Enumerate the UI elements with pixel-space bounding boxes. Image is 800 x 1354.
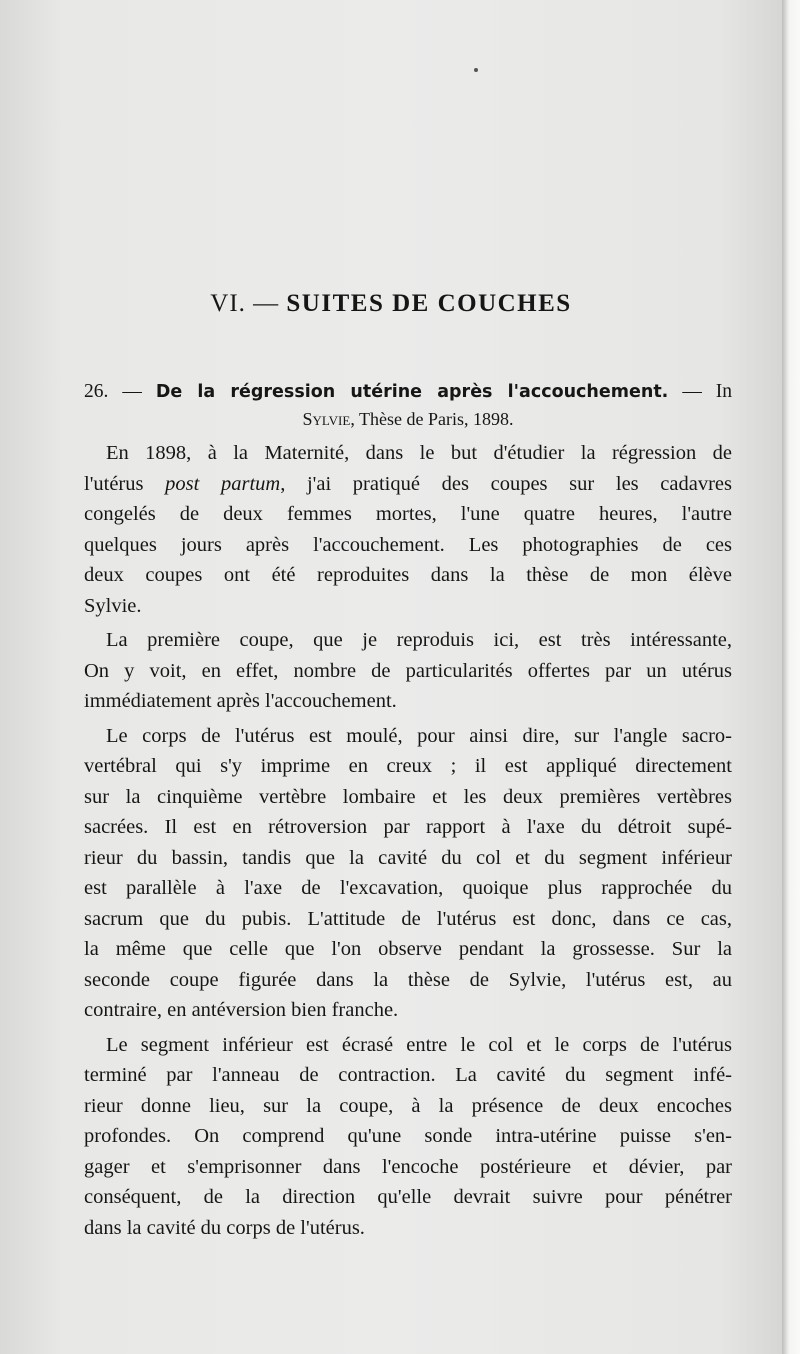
- text-line: seconde coupe figurée dans la thèse de Sylvie, l'utérus est, au: [84, 968, 732, 991]
- text-line: est parallèle à l'axe de l'excavation, quoique plus rapprochée du: [84, 877, 732, 899]
- paragraph: [84, 1030, 732, 1244]
- reference-title: De la régression utérine après l'accouchement.: [155, 382, 669, 402]
- text-line: rieur du bassin, tandis que la cavité du col et du segment inférieur: [84, 846, 732, 869]
- reference-source: , Thèse de Paris, 1898.: [350, 409, 514, 429]
- chapter-title: SUITES DE COUCHES: [286, 290, 572, 317]
- page-edge: [782, 0, 800, 1354]
- text-line: la même que celle que l'on observe pendant la grossesse. Sur la: [84, 938, 732, 960]
- reference-number: 26. —: [84, 381, 142, 402]
- text-line: Sylvie.: [84, 594, 142, 617]
- chapter-number: VI. —: [210, 290, 280, 317]
- text-line: conséquent, de la direction qu'elle devrait suivre pour pénétrer: [84, 1186, 732, 1208]
- paragraph: [84, 625, 732, 717]
- text-line: dans la cavité du corps de l'utérus.: [84, 1216, 365, 1239]
- ink-speck: [474, 68, 478, 72]
- text-line: contraire, en antéversion bien franche.: [84, 999, 399, 1021]
- bibliographic-reference: [84, 378, 732, 433]
- body-text: [84, 438, 732, 1247]
- text-line: congelés de deux femmes mortes, l'une quatre heures, l'autre: [84, 503, 732, 525]
- paragraph: [84, 721, 732, 1026]
- text-line: Le corps de l'utérus est moulé, pour ainsi dire, sur l'angle sacro-: [106, 724, 732, 747]
- text-line: vertébral qui s'y imprime en creux ; il est appliqué directement: [84, 755, 732, 777]
- text-line: En 1898, à la Maternité, dans le but d'étudier la régression de: [106, 442, 732, 464]
- text-line: La première coupe, que je reproduis ici, est très intéressante,: [106, 629, 732, 651]
- text-line: quelques jours après l'accouchement. Les photographies de ces: [84, 533, 732, 556]
- text-line: gager et s'emprisonner dans l'encoche postérieure et dévier, par: [84, 1155, 732, 1178]
- text-line: terminé par l'anneau de contraction. La cavité du segment infé-: [84, 1064, 732, 1086]
- reference-in: — In: [682, 381, 733, 402]
- text-line: profondes. On comprend qu'une sonde intra-utérine puisse s'en-: [84, 1125, 732, 1147]
- reference-author: Sylvie: [302, 409, 351, 429]
- text-line: immédiatement après l'accouchement.: [84, 690, 397, 712]
- text-line: Le segment inférieur est écrasé entre le col et le corps de l'utérus: [106, 1033, 732, 1056]
- text-line: deux coupes ont été reproduites dans la thèse de mon élève: [84, 564, 732, 586]
- text-line: sacrum que du pubis. L'attitude de l'utérus est donc, dans ce cas,: [84, 907, 732, 930]
- section-heading: [0, 290, 782, 318]
- text-line: sacrées. Il est en rétroversion par rapport à l'axe du détroit supé-: [84, 816, 732, 838]
- paragraph: [84, 438, 732, 621]
- text-line: sur la cinquième vertèbre lombaire et les deux premières vertèbres: [84, 785, 732, 808]
- text-line: On y voit, en effet, nombre de particularités offertes par un utérus: [84, 659, 732, 682]
- text-line: rieur donne lieu, sur la coupe, à la présence de deux encoches: [84, 1094, 732, 1117]
- text-line: l'utérus post partum, j'ai pratiqué des coupes sur les cadavres: [84, 472, 732, 495]
